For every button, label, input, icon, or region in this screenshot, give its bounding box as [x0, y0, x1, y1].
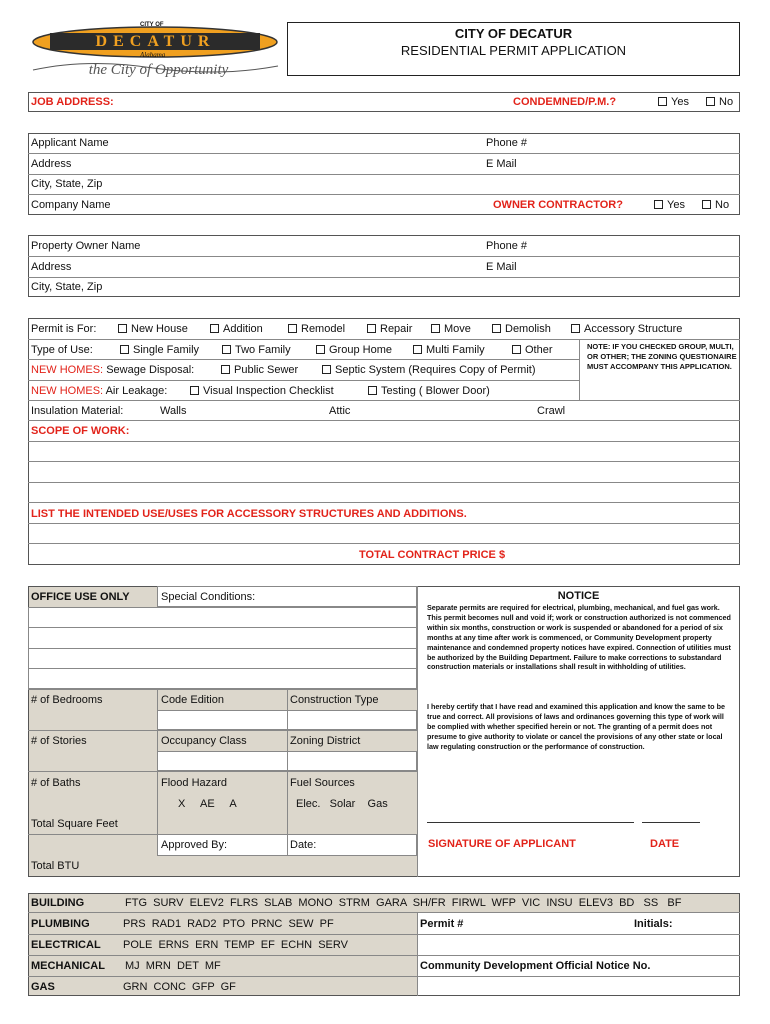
option-label: Demolish [505, 323, 551, 335]
flood-hazard-label: Flood Hazard [161, 777, 228, 789]
insulation-walls[interactable]: Walls [160, 405, 187, 417]
owner-contractor-yes[interactable] [654, 198, 685, 212]
divider [157, 771, 158, 834]
permit-for-label: Permit is For: [31, 323, 97, 335]
visual-inspection-option[interactable] [190, 384, 334, 398]
electrical-label: ELECTRICAL [31, 939, 101, 951]
divider [28, 359, 579, 360]
divider [28, 955, 740, 956]
applicant-email-field[interactable]: E Mail [486, 158, 517, 170]
construction-type-label: Construction Type [290, 694, 379, 706]
special-conditions-label: Special Conditions: [161, 591, 256, 603]
option-label: Repair [380, 323, 413, 335]
divider [28, 543, 740, 544]
checkbox-icon[interactable] [413, 345, 422, 354]
occupancy-class-label: Occupancy Class [161, 735, 247, 747]
option-label: New House [131, 323, 188, 335]
signature-label: SIGNATURE OF APPLICANT [428, 838, 576, 850]
official-notice-label: Community Development Official Notice No. [420, 960, 651, 972]
plumbing-label: PLUMBING [31, 918, 90, 930]
divider [287, 710, 288, 730]
owner-contractor-yes-label: Yes [667, 199, 685, 211]
divider [28, 648, 417, 649]
divider [28, 277, 740, 278]
mechanical-label: MECHANICAL [31, 960, 105, 972]
permit-for-repair[interactable] [367, 322, 412, 336]
code-edition-label: Code Edition [161, 694, 224, 706]
date-line[interactable] [642, 822, 700, 823]
logo-name: DECATUR [95, 33, 216, 50]
zoning-district-label: Zoning District [290, 735, 361, 747]
option-label: Septic System (Requires Copy of Permit) [335, 364, 536, 376]
divider [157, 730, 158, 751]
fuel-options[interactable]: Elec. Solar Gas [296, 798, 388, 810]
flood-options[interactable]: X AE A [178, 798, 237, 810]
checkbox-icon[interactable] [210, 324, 219, 333]
divider [28, 730, 417, 731]
air-leakage-label: Air Leakage: [105, 385, 168, 397]
permit-for-remodel[interactable] [288, 322, 345, 336]
divider [287, 689, 288, 710]
fuel-sources-label: Fuel Sources [290, 777, 355, 789]
type-two-family[interactable] [222, 343, 291, 357]
divider [28, 153, 740, 154]
option-label: Remodel [301, 323, 346, 335]
notice-title: NOTICE [557, 590, 600, 602]
signature-line[interactable] [427, 822, 634, 823]
divider [28, 380, 579, 381]
type-other[interactable] [512, 343, 553, 357]
checkbox-icon[interactable] [222, 345, 231, 354]
option-label: Group Home [329, 344, 392, 356]
type-of-use-label: Type of Use: [31, 344, 93, 356]
option-label: Single Family [133, 344, 200, 356]
permit-number-label: Permit # [420, 918, 464, 930]
office-use-label: OFFICE USE ONLY [31, 591, 130, 603]
divider [579, 339, 580, 400]
sewage-label: Sewage Disposal: [106, 364, 195, 376]
divider [28, 256, 740, 257]
condemned-yes-label: Yes [671, 96, 689, 108]
divider [28, 400, 740, 401]
checkbox-icon[interactable] [431, 324, 440, 333]
option-label: Multi Family [426, 344, 485, 356]
gas-label: GAS [31, 981, 55, 993]
blower-door-option[interactable] [368, 384, 490, 398]
checkbox-icon[interactable] [288, 324, 297, 333]
checkbox-icon[interactable] [221, 365, 230, 374]
divider [28, 482, 740, 483]
notice-text: Separate permits are required for electrical, plumbing, mechanical, and fuel gas work. This permit becomes null and void if; work or construction authorized is not commenced within six months, construction or work is suspended or abandoned for a period of six months at any time after work is commenced, or Community Development property maintenance and condemned property notices have expired. Connection of utilities must be authorized by the Building Department. Failure to make corrections to substandard construction materials or installations shall result in withholding of utilities. [427, 603, 731, 672]
bedrooms-label: # of Bedrooms [31, 694, 103, 706]
condemned-no[interactable] [706, 95, 733, 109]
electrical-codes[interactable]: POLE ERNS ERN TEMP EF ECHN SERV [123, 939, 348, 951]
job-address-box [28, 92, 740, 112]
condemned-no-label: No [719, 96, 734, 108]
checkbox-icon[interactable] [492, 324, 501, 333]
condemned-label: CONDEMNED/P.M.? [513, 96, 617, 108]
type-multi-family[interactable] [413, 343, 485, 357]
total-btu-label: Total BTU [31, 860, 80, 872]
building-label: BUILDING [31, 897, 85, 909]
owner-email-field[interactable]: E Mail [486, 261, 517, 273]
divider [28, 771, 417, 772]
checkbox-icon[interactable] [512, 345, 521, 354]
owner-city-field[interactable]: City, State, Zip [31, 281, 103, 293]
checkbox-icon[interactable] [190, 386, 199, 395]
intended-use-label: LIST THE INTENDED USE/USES FOR ACCESSORY STRUCTURES AND ADDITIONS. [31, 508, 467, 520]
owner-contractor-label: OWNER CONTRACTOR? [493, 199, 623, 211]
plumbing-codes[interactable]: PRS RAD1 RAD2 PTO PRNC SEW PF [123, 918, 334, 930]
checkbox-icon[interactable] [368, 386, 377, 395]
type-single-family[interactable] [120, 343, 199, 357]
divider [287, 834, 288, 856]
air-leakage-row [31, 384, 167, 398]
divider [287, 730, 288, 751]
divider [287, 771, 288, 834]
checkbox-icon[interactable] [571, 324, 580, 333]
option-label: Accessory Structure [584, 323, 683, 335]
job-address-label: JOB ADDRESS: [31, 96, 114, 108]
owner-name-field[interactable]: Property Owner Name [31, 240, 141, 252]
checkbox-icon[interactable] [120, 345, 129, 354]
divider [28, 194, 740, 195]
insulation-label: Insulation Material: [31, 405, 124, 417]
divider [28, 523, 740, 524]
divider [417, 586, 418, 877]
divider [287, 751, 288, 771]
logo-sub: Alabama [140, 51, 166, 59]
certification-text: I hereby certify that I have read and examined this application and know the same to be true and correct. All provisions of laws and ordinances governing this type of work will be complied with whether specified herein or not. The granting of a permit does not presume to give authority to violate or cancel the provisions of any other state or local law regulating construction or the performance of construction. [427, 702, 725, 751]
option-label: Other [525, 344, 553, 356]
divider [28, 461, 740, 462]
initials-label: Initials: [634, 918, 673, 930]
signature-date-label: DATE [650, 838, 680, 850]
checkbox-icon[interactable] [658, 97, 667, 106]
option-label: Addition [223, 323, 263, 335]
checkbox-icon[interactable] [118, 324, 127, 333]
stories-label: # of Stories [31, 735, 87, 747]
scope-of-work-label: SCOPE OF WORK: [31, 425, 130, 437]
insulation-crawl[interactable]: Crawl [537, 405, 566, 417]
septic-option[interactable] [322, 363, 536, 377]
page-title: CITY OF DECATUR [454, 26, 573, 41]
divider [28, 502, 740, 503]
new-homes-label: NEW HOMES: [31, 364, 104, 376]
date-label: Date: [290, 839, 317, 851]
divider [28, 912, 740, 913]
logo-top-text: CITY OF [140, 22, 164, 28]
option-label: Two Family [235, 344, 291, 356]
total-price-label: TOTAL CONTRACT PRICE $ [359, 549, 506, 561]
owner-address-field[interactable]: Address [31, 261, 72, 273]
divider [28, 420, 740, 421]
applicant-name-field[interactable]: Applicant Name [31, 137, 109, 149]
applicant-phone-field[interactable]: Phone # [486, 137, 527, 149]
divider [28, 174, 740, 175]
checkbox-icon[interactable] [706, 97, 715, 106]
divider [28, 668, 417, 669]
divider [28, 441, 740, 442]
option-label: Visual Inspection Checklist [203, 385, 334, 397]
owner-contractor-no-label: No [715, 199, 730, 211]
checkbox-icon[interactable] [316, 345, 325, 354]
permit-for-addition[interactable] [210, 322, 263, 336]
applicant-city-field[interactable]: City, State, Zip [31, 178, 103, 190]
city-logo [28, 22, 286, 88]
logo-tagline: the City of Opportunity [88, 62, 229, 78]
permit-for-new-house[interactable] [118, 322, 188, 336]
option-label: Public Sewer [234, 364, 299, 376]
checkbox-icon[interactable] [702, 200, 711, 209]
zoning-note: NOTE: IF YOU CHECKED GROUP, MULTI, OR OTHER; THE ZONING QUESTIONAIRE MUST ACCOMPANY THIS APPLICATION. [587, 342, 737, 371]
insulation-attic[interactable]: Attic [329, 405, 351, 417]
baths-label: # of Baths [31, 777, 81, 789]
option-label: Testing ( Blower Door) [381, 385, 490, 397]
divider [28, 627, 417, 628]
divider [28, 934, 740, 935]
sewage-row [31, 363, 194, 377]
checkbox-icon[interactable] [367, 324, 376, 333]
divider [28, 976, 740, 977]
applicant-address-field[interactable]: Address [31, 158, 72, 170]
checkbox-icon[interactable] [322, 365, 331, 374]
divider [28, 339, 740, 340]
page-subtitle: RESIDENTIAL PERMIT APPLICATION [400, 43, 627, 58]
type-group-home[interactable] [316, 343, 392, 357]
permit-for-accessory[interactable] [571, 322, 682, 336]
checkbox-icon[interactable] [654, 200, 663, 209]
divider [417, 912, 418, 996]
permit-for-demolish[interactable] [492, 322, 551, 336]
owner-contractor-no[interactable] [702, 198, 729, 212]
divider [157, 689, 158, 710]
approved-by-label: Approved By: [161, 839, 228, 851]
owner-phone-field[interactable]: Phone # [486, 240, 527, 252]
building-codes[interactable]: FTG SURV ELEV2 FLRS SLAB MONO STRM GARA SH/FR FIRWL WFP VIC INSU ELEV3 BD SS BF [125, 897, 682, 909]
new-homes-label: NEW HOMES: [31, 385, 104, 397]
permit-for-move[interactable] [431, 322, 471, 336]
option-label: Move [444, 323, 471, 335]
total-sqft-label: Total Square Feet [31, 818, 118, 830]
divider [28, 689, 417, 690]
gas-codes[interactable]: GRN CONC GFP GF [123, 981, 236, 993]
condemned-yes[interactable] [658, 95, 689, 109]
mechanical-codes[interactable]: MJ MRN DET MF [125, 960, 221, 972]
company-name-field[interactable]: Company Name [31, 199, 111, 211]
public-sewer-option[interactable] [221, 363, 298, 377]
